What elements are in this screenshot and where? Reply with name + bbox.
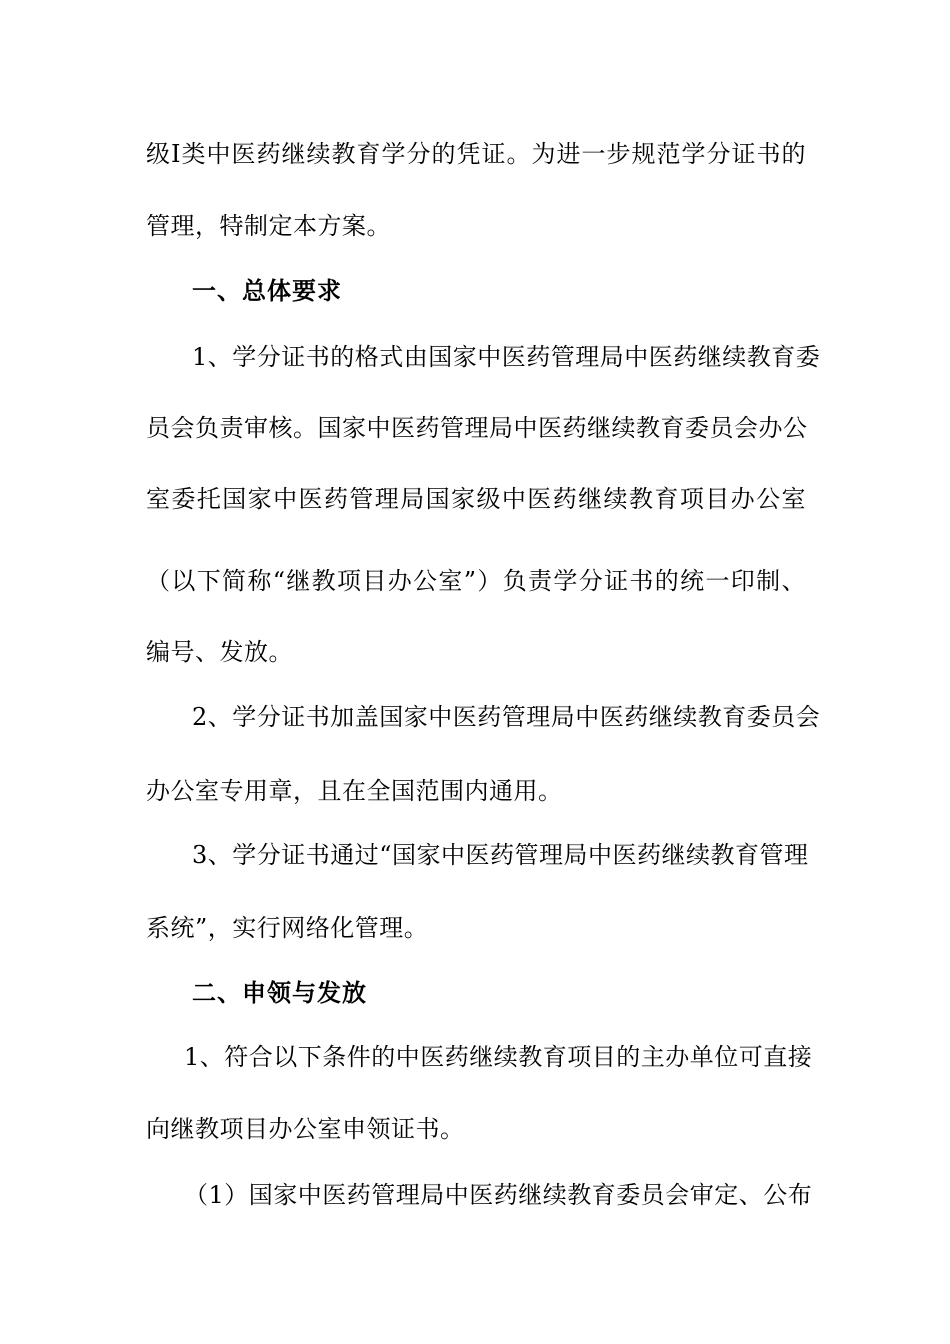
paragraph-5-line-1: （1）国家中医药管理局中医药继续教育委员会审定、公布 (184, 1181, 813, 1209)
paragraph-3-line-1: 3、学分证书通过“国家中医药管理局中医药继续教育管理 (192, 841, 809, 869)
paragraph-4-line-1: 1、符合以下条件的中医药继续教育项目的主办单位可直接 (184, 1043, 813, 1071)
paragraph-intro-line-2: 管理，特制定本方案。 (146, 212, 391, 240)
paragraph-intro-line-1: 级Ⅰ类中医药继续教育学分的凭证。为进一步规范学分证书的 (146, 140, 806, 168)
paragraph-3-line-2: 系统”，实行网络化管理。 (146, 914, 429, 942)
section-heading-application-and-issuance: 二、申领与发放 (192, 979, 367, 1007)
paragraph-1-line-2: 员会负责审核。国家中医药管理局中医药继续教育委员会办公 (146, 414, 808, 442)
paragraph-2-line-2: 办公室专用章，且在全国范围内通用。 (146, 777, 563, 805)
paragraph-2-line-1: 2、学分证书加盖国家中医药管理局中医药继续教育委员会 (192, 703, 821, 731)
paragraph-1-line-1: 1、学分证书的格式由国家中医药管理局中医药继续教育委 (192, 343, 821, 371)
paragraph-4-line-2: 向继教项目办公室申领证书。 (146, 1115, 465, 1143)
section-heading-general-requirements: 一、总体要求 (192, 277, 342, 305)
paragraph-1-line-4: （以下简称“继教项目办公室”）负责学分证书的统一印制、 (146, 567, 806, 595)
paragraph-1-line-5: 编号、发放。 (146, 638, 293, 666)
paragraph-1-line-3: 室委托国家中医药管理局国家级中医药继续教育项目办公室 (146, 485, 806, 513)
